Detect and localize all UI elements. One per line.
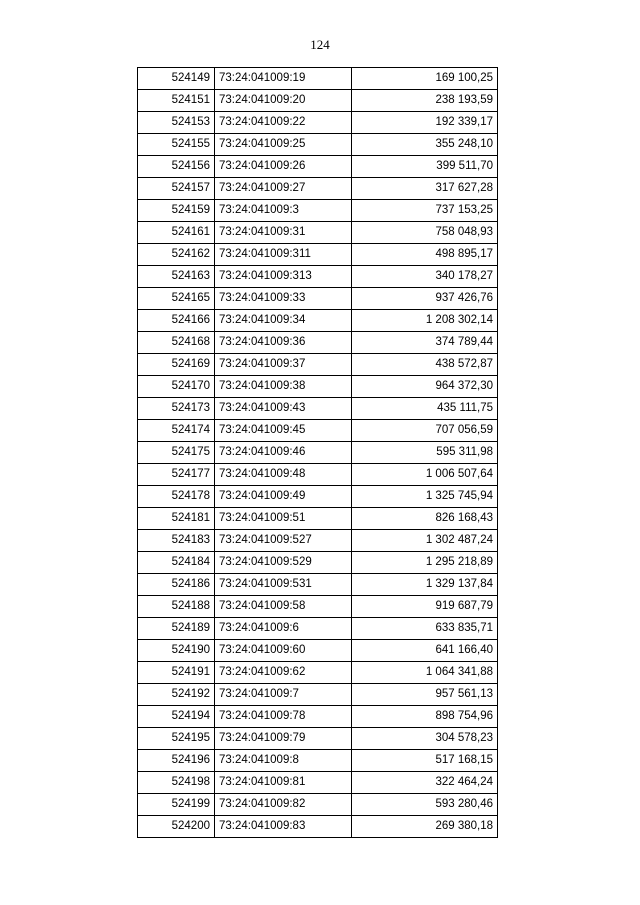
cell-cadastral-number: 73:24:041009:81 bbox=[215, 772, 352, 794]
table-row bbox=[138, 596, 498, 618]
cell-cadastral-number: 73:24:041009:311 bbox=[215, 244, 352, 266]
table-row bbox=[138, 684, 498, 706]
cell-record-number: 524155 bbox=[138, 134, 215, 156]
cell-cadastral-value: 937 426,76 bbox=[352, 288, 498, 310]
cell-cadastral-value: 593 280,46 bbox=[352, 794, 498, 816]
cell-record-number: 524163 bbox=[138, 266, 215, 288]
cell-cadastral-number: 73:24:041009:43 bbox=[215, 398, 352, 420]
cell-cadastral-number: 73:24:041009:51 bbox=[215, 508, 352, 530]
cell-cadastral-number: 73:24:041009:3 bbox=[215, 200, 352, 222]
cell-cadastral-value: 498 895,17 bbox=[352, 244, 498, 266]
cell-cadastral-number: 73:24:041009:79 bbox=[215, 728, 352, 750]
cell-cadastral-value: 1 329 137,84 bbox=[352, 574, 498, 596]
table-row bbox=[138, 68, 498, 90]
cell-cadastral-number: 73:24:041009:7 bbox=[215, 684, 352, 706]
table-row bbox=[138, 134, 498, 156]
table-row bbox=[138, 486, 498, 508]
cell-record-number: 524195 bbox=[138, 728, 215, 750]
table-row bbox=[138, 816, 498, 838]
cell-cadastral-value: 957 561,13 bbox=[352, 684, 498, 706]
cell-record-number: 524153 bbox=[138, 112, 215, 134]
cell-record-number: 524190 bbox=[138, 640, 215, 662]
table-row bbox=[138, 508, 498, 530]
cell-cadastral-number: 73:24:041009:37 bbox=[215, 354, 352, 376]
cell-cadastral-number: 73:24:041009:62 bbox=[215, 662, 352, 684]
table-row bbox=[138, 398, 498, 420]
cell-cadastral-value: 1 325 745,94 bbox=[352, 486, 498, 508]
cell-cadastral-value: 322 464,24 bbox=[352, 772, 498, 794]
cell-cadastral-number: 73:24:041009:46 bbox=[215, 442, 352, 464]
cell-record-number: 524175 bbox=[138, 442, 215, 464]
table-row bbox=[138, 332, 498, 354]
cell-record-number: 524173 bbox=[138, 398, 215, 420]
table-row bbox=[138, 464, 498, 486]
cell-cadastral-value: 304 578,23 bbox=[352, 728, 498, 750]
table-row bbox=[138, 728, 498, 750]
cell-record-number: 524174 bbox=[138, 420, 215, 442]
cell-cadastral-number: 73:24:041009:48 bbox=[215, 464, 352, 486]
table-row bbox=[138, 310, 498, 332]
cell-record-number: 524156 bbox=[138, 156, 215, 178]
cell-record-number: 524198 bbox=[138, 772, 215, 794]
cell-cadastral-number: 73:24:041009:529 bbox=[215, 552, 352, 574]
cell-cadastral-value: 633 835,71 bbox=[352, 618, 498, 640]
table-row bbox=[138, 772, 498, 794]
cell-cadastral-number: 73:24:041009:60 bbox=[215, 640, 352, 662]
table-row bbox=[138, 178, 498, 200]
cell-cadastral-number: 73:24:041009:527 bbox=[215, 530, 352, 552]
table-row bbox=[138, 662, 498, 684]
cell-record-number: 524151 bbox=[138, 90, 215, 112]
cell-cadastral-value: 595 311,98 bbox=[352, 442, 498, 464]
cell-cadastral-value: 758 048,93 bbox=[352, 222, 498, 244]
table-row bbox=[138, 90, 498, 112]
table-body bbox=[138, 68, 498, 838]
cell-cadastral-value: 1 006 507,64 bbox=[352, 464, 498, 486]
cell-record-number: 524181 bbox=[138, 508, 215, 530]
cell-cadastral-number: 73:24:041009:19 bbox=[215, 68, 352, 90]
table-row bbox=[138, 112, 498, 134]
cell-cadastral-value: 355 248,10 bbox=[352, 134, 498, 156]
cell-cadastral-number: 73:24:041009:34 bbox=[215, 310, 352, 332]
cell-cadastral-value: 1 295 218,89 bbox=[352, 552, 498, 574]
cell-cadastral-value: 269 380,18 bbox=[352, 816, 498, 838]
cell-cadastral-value: 192 339,17 bbox=[352, 112, 498, 134]
table-row bbox=[138, 794, 498, 816]
table-row bbox=[138, 266, 498, 288]
cell-record-number: 524189 bbox=[138, 618, 215, 640]
cell-cadastral-value: 919 687,79 bbox=[352, 596, 498, 618]
cell-cadastral-number: 73:24:041009:22 bbox=[215, 112, 352, 134]
table-row bbox=[138, 420, 498, 442]
cell-cadastral-number: 73:24:041009:45 bbox=[215, 420, 352, 442]
cell-record-number: 524149 bbox=[138, 68, 215, 90]
cell-record-number: 524194 bbox=[138, 706, 215, 728]
cell-record-number: 524165 bbox=[138, 288, 215, 310]
cadastral-value-table bbox=[137, 67, 498, 838]
cell-record-number: 524196 bbox=[138, 750, 215, 772]
cell-record-number: 524162 bbox=[138, 244, 215, 266]
cell-record-number: 524200 bbox=[138, 816, 215, 838]
cell-record-number: 524183 bbox=[138, 530, 215, 552]
cell-cadastral-value: 641 166,40 bbox=[352, 640, 498, 662]
cell-record-number: 524159 bbox=[138, 200, 215, 222]
cell-cadastral-number: 73:24:041009:531 bbox=[215, 574, 352, 596]
table-row bbox=[138, 376, 498, 398]
cell-cadastral-number: 73:24:041009:36 bbox=[215, 332, 352, 354]
cell-cadastral-value: 169 100,25 bbox=[352, 68, 498, 90]
table-row bbox=[138, 200, 498, 222]
cell-record-number: 524186 bbox=[138, 574, 215, 596]
cell-record-number: 524184 bbox=[138, 552, 215, 574]
cell-cadastral-value: 374 789,44 bbox=[352, 332, 498, 354]
cell-cadastral-number: 73:24:041009:25 bbox=[215, 134, 352, 156]
table-row bbox=[138, 640, 498, 662]
cell-cadastral-value: 438 572,87 bbox=[352, 354, 498, 376]
cell-cadastral-value: 435 111,75 bbox=[352, 398, 498, 420]
table-row bbox=[138, 552, 498, 574]
cell-record-number: 524192 bbox=[138, 684, 215, 706]
table-row bbox=[138, 288, 498, 310]
cell-record-number: 524178 bbox=[138, 486, 215, 508]
cell-cadastral-value: 317 627,28 bbox=[352, 178, 498, 200]
cell-cadastral-number: 73:24:041009:20 bbox=[215, 90, 352, 112]
table-row bbox=[138, 574, 498, 596]
cell-record-number: 524168 bbox=[138, 332, 215, 354]
cell-cadastral-value: 1 208 302,14 bbox=[352, 310, 498, 332]
cell-cadastral-number: 73:24:041009:58 bbox=[215, 596, 352, 618]
cell-cadastral-number: 73:24:041009:6 bbox=[215, 618, 352, 640]
cell-cadastral-value: 1 064 341,88 bbox=[352, 662, 498, 684]
cell-cadastral-value: 898 754,96 bbox=[352, 706, 498, 728]
cell-record-number: 524188 bbox=[138, 596, 215, 618]
cell-cadastral-value: 517 168,15 bbox=[352, 750, 498, 772]
cell-cadastral-value: 1 302 487,24 bbox=[352, 530, 498, 552]
cell-cadastral-number: 73:24:041009:27 bbox=[215, 178, 352, 200]
page-number: 124 bbox=[310, 37, 330, 52]
cell-cadastral-number: 73:24:041009:82 bbox=[215, 794, 352, 816]
cell-record-number: 524169 bbox=[138, 354, 215, 376]
cell-cadastral-number: 73:24:041009:313 bbox=[215, 266, 352, 288]
cell-cadastral-value: 707 056,59 bbox=[352, 420, 498, 442]
cell-cadastral-number: 73:24:041009:31 bbox=[215, 222, 352, 244]
cell-record-number: 524170 bbox=[138, 376, 215, 398]
cell-cadastral-value: 737 153,25 bbox=[352, 200, 498, 222]
table-row bbox=[138, 222, 498, 244]
cell-cadastral-number: 73:24:041009:33 bbox=[215, 288, 352, 310]
cell-record-number: 524157 bbox=[138, 178, 215, 200]
cell-record-number: 524161 bbox=[138, 222, 215, 244]
table-row bbox=[138, 530, 498, 552]
table-row bbox=[138, 750, 498, 772]
table-row bbox=[138, 354, 498, 376]
cell-cadastral-number: 73:24:041009:8 bbox=[215, 750, 352, 772]
table-row bbox=[138, 156, 498, 178]
table-row bbox=[138, 618, 498, 640]
table-row bbox=[138, 442, 498, 464]
cell-cadastral-value: 340 178,27 bbox=[352, 266, 498, 288]
cell-record-number: 524191 bbox=[138, 662, 215, 684]
cell-cadastral-value: 399 511,70 bbox=[352, 156, 498, 178]
table-row bbox=[138, 244, 498, 266]
cell-record-number: 524166 bbox=[138, 310, 215, 332]
cell-record-number: 524177 bbox=[138, 464, 215, 486]
cell-cadastral-value: 238 193,59 bbox=[352, 90, 498, 112]
table-row bbox=[138, 706, 498, 728]
cell-cadastral-number: 73:24:041009:26 bbox=[215, 156, 352, 178]
cell-cadastral-number: 73:24:041009:78 bbox=[215, 706, 352, 728]
cell-cadastral-number: 73:24:041009:49 bbox=[215, 486, 352, 508]
cell-cadastral-value: 826 168,43 bbox=[352, 508, 498, 530]
cell-record-number: 524199 bbox=[138, 794, 215, 816]
cell-cadastral-number: 73:24:041009:83 bbox=[215, 816, 352, 838]
cell-cadastral-value: 964 372,30 bbox=[352, 376, 498, 398]
cell-cadastral-number: 73:24:041009:38 bbox=[215, 376, 352, 398]
